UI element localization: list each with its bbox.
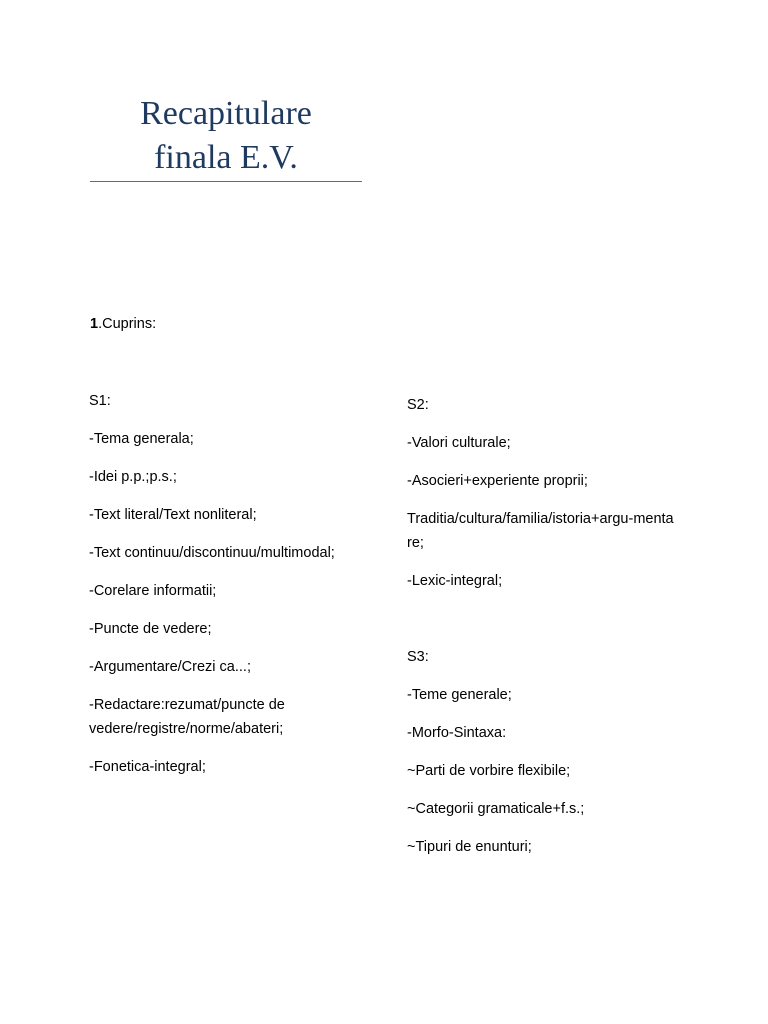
column-spacer	[407, 607, 707, 645]
list-item: ~Parti de vorbire flexibile;	[407, 763, 571, 779]
list-item: -Fonetica-integral;	[89, 759, 206, 775]
s1-label: S1:	[89, 393, 111, 409]
s3-label: S3:	[407, 649, 429, 665]
section-heading	[90, 314, 156, 334]
left-column	[89, 389, 389, 793]
list-item: -Valori culturale;	[407, 435, 511, 451]
title-line-2: finala E.V.	[154, 139, 298, 176]
list-item: ~Tipuri de enunturi;	[407, 839, 532, 855]
list-item: -Redactare:rezumat/puncte de vedere/registre/norme/abateri;	[89, 697, 285, 737]
list-item: -Puncte de vedere;	[89, 621, 212, 637]
list-item: -Text literal/Text nonliteral;	[89, 507, 257, 523]
list-item: -Idei p.p.;p.s.;	[89, 469, 177, 485]
right-column	[407, 393, 707, 873]
list-item: -Asocieri+experiente proprii;	[407, 473, 588, 489]
section-number: 1	[90, 316, 99, 332]
document-title	[90, 92, 362, 180]
title-line-1: Recapitulare	[140, 95, 312, 132]
list-item: -Tema generala;	[89, 431, 194, 447]
list-item: -Corelare informatii;	[89, 583, 217, 599]
list-item: -Text continuu/discontinuu/multimodal;	[89, 545, 335, 561]
list-item: -Teme generale;	[407, 687, 512, 703]
list-item: -Morfo-Sintaxa:	[407, 725, 507, 741]
title-underline	[90, 181, 362, 182]
list-item: -Argumentare/Crezi ca...;	[89, 659, 251, 675]
section-label: .Cuprins:	[98, 316, 157, 332]
list-item: -Lexic-integral;	[407, 573, 503, 589]
list-item: Traditia/cultura/familia/istoria+argu-mentare;	[407, 511, 674, 551]
list-item: ~Categorii gramaticale+f.s.;	[407, 801, 585, 817]
s2-label: S2:	[407, 397, 429, 413]
